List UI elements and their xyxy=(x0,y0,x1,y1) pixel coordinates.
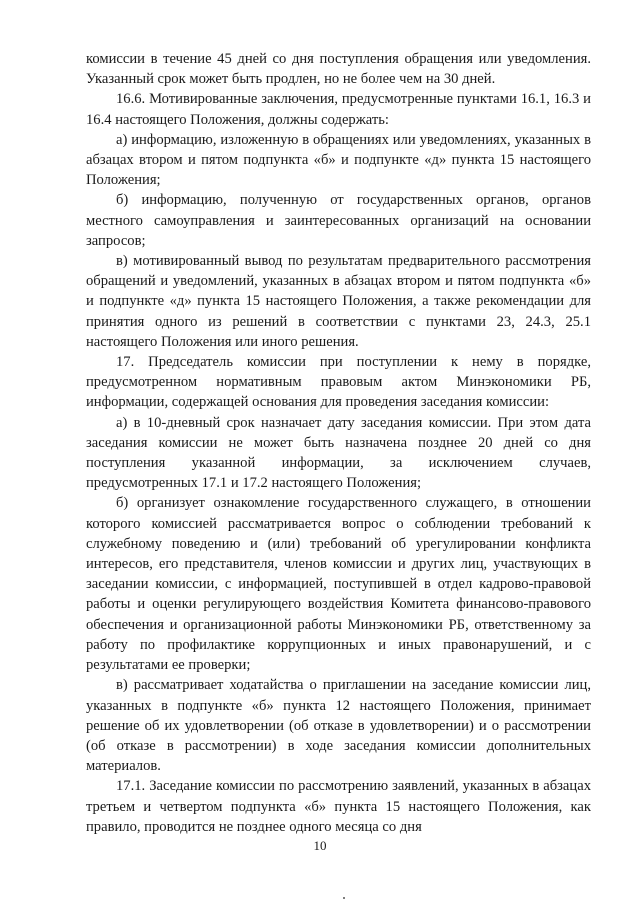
page-number: 10 xyxy=(313,838,327,853)
paragraph-16-6-a: а) информацию, изложенную в обращениях или уведомлениях, указанных в абзацах втором и пятом подпункта «б» и подпункте «д» пункта 15 настоящего Положения; xyxy=(86,131,591,189)
paragraph-17-a: а) в 10-дневный срок назначает дату заседания комиссии. При этом дата заседания комиссии не может быть назначена позднее 20 дней со дня поступления указанной информации, за исключением случаев, предусмотренных 17.1 и 17.2 настоящего Положения; xyxy=(86,414,591,492)
paragraph-17-v: в) рассматривает ходатайства о приглашении на заседание комиссии лиц, указанных в подпункте «б» пункта 12 настоящего Положения, принимает решение об их удовлетворении (об отказе в удовлетворении) и о рассмотрении (об отказе в рассмотрении) в ходе заседания комиссии дополнительных материалов. xyxy=(86,677,591,775)
scan-speck xyxy=(343,897,345,899)
paragraph-16-6-v: в) мотивированный вывод по результатам предварительного рассмотрения обращений и уведомлений, указанных в абзацах втором и пятом подпункта «б» и подпункте «д» пункта 15 настоящего Положения, а также рекомендации для принятия одного из решений в соответствии с пунктами 23, 24.3, 25.1 настоящего Положения или иного решения. xyxy=(86,253,591,350)
document-body xyxy=(86,49,591,837)
paragraph-continuation: комиссии в течение 45 дней со дня поступления обращения или уведомления. Указанный срок может быть продлен, но не более чем на 30 дней. xyxy=(86,51,591,88)
paragraph-16-6-b: б) информацию, полученную от государственных органов, органов местного самоуправления и заинтересованных организаций на основании запросов; xyxy=(86,192,591,249)
paragraph-17: 17. Председатель комиссии при поступлении к нему в порядке, предусмотренном нормативным правовым актом Минэкономики РБ, информации, содержащей основания для проведения заседания комиссии: xyxy=(86,354,591,411)
paragraph-16-6: 16.6. Мотивированные заключения, предусмотренные пунктами 16.1, 16.3 и 16.4 настоящего Положения, должны содержать: xyxy=(86,91,591,128)
paragraph-17-1: 17.1. Заседание комиссии по рассмотрению заявлений, указанных в абзацах третьем и четвертом подпункта «б» пункта 15 настоящего Положения, как правило, проводится не позднее одного месяца со дня xyxy=(86,778,591,835)
paragraph-17-b: б) организует ознакомление государственного служащего, в отношении которого комиссией рассматривается вопрос о соблюдении требований к служебному поведению и (или) требований об урегулировании конфликта интересов, его представителя, членов комиссии и других лиц, участвующих в заседании комиссии, с информацией, поступившей в отдел кадрово-правовой работы и оценки регулирующего воздействия Комитета финансово-правового обеспечения и организационной работы Минэкономики РБ, ответственному за работу по профилактике коррупционных и иных правонарушений, и с результатами ее проверки; xyxy=(86,495,591,674)
